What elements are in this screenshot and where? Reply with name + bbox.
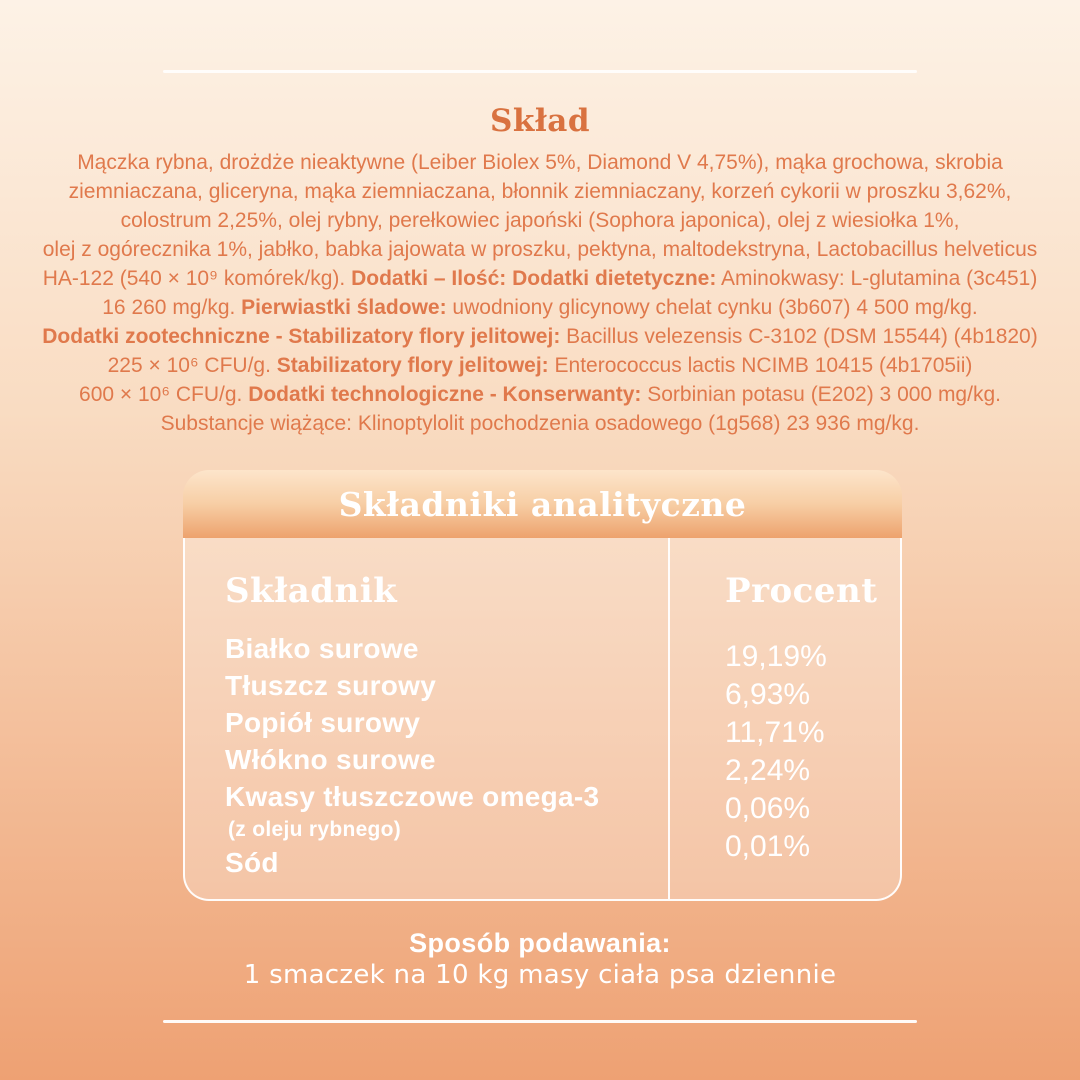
card-body [183,538,902,901]
ingredient-line: olej z ogórecznika 1%, jabłko, babka jajowata w proszku, pektyna, maltodekstryna, Lactobacillus helveticus [42,238,1038,261]
nutrient-value: 19,19% [725,640,827,673]
nutrient-value: 2,24% [725,754,811,787]
column-header-skladnik: Składnik [225,571,398,611]
nutrient-name: Kwasy tłuszczowe omega-3 [225,781,600,812]
card-header [183,470,902,538]
ingredient-line: 225 × 10⁶ CFU/g. Stabilizatory flory jelitowej: Enterococcus lactis NCIMB 10415 (4b1705ii) [107,354,973,377]
ingredient-line: Substancje wiążące: Klinoptylolit pochodzenia osadowego (1g568) 23 936 mg/kg. [160,412,920,435]
nutrient-value: 0,06% [725,792,811,825]
ingredients-paragraph [40,148,1040,438]
ingredient-line: 16 260 mg/kg. Pierwiastki śladowe: uwodniony glicynowy chelat cynku (3b607) 4 500 mg/kg. [102,296,978,319]
nutrient-value: 0,01% [725,830,811,863]
ingredient-line: colostrum 2,25%, olej rybny, perełkowiec japoński (Sophora japonica), olej z wiesiołka 1%, [120,209,960,232]
feeding-label: Sposób podawania: [409,928,671,958]
nutrient-name: Popiół surowy [225,707,421,738]
card-title: Składniki analityczne [338,484,747,524]
nutrient-name: Białko surowe [225,633,419,664]
column-divider [668,538,670,899]
nutrient-name: Sód [225,847,279,878]
nutrient-name: Włókno surowe [225,744,436,775]
feeding-text: 1 smaczek na 10 kg masy ciała psa dziennie [243,960,837,990]
divider-top [163,70,917,73]
nutrient-value: 11,71% [725,716,825,749]
ingredient-line: HA-122 (540 × 10⁹ komórek/kg). Dodatki – Ilość: Dodatki dietetyczne: Aminokwasy: L-glutamina (3c451) [42,267,1038,290]
ingredient-line: Dodatki zootechniczne - Stabilizatory flory jelitowej: Bacillus velezensis C-3102 (DSM 15544) (4b1820) [42,325,1038,348]
analytical-components-card [183,470,902,901]
nutrient-name: Tłuszcz surowy [225,670,437,701]
ingredient-line: 600 × 10⁶ CFU/g. Dodatki technologiczne - Konserwanty: Sorbinian potasu (E202) 3 000 mg/kg. [79,383,1001,406]
divider-bottom [163,1020,917,1023]
ingredient-line: ziemniaczana, gliceryna, mąka ziemniaczana, błonnik ziemniaczany, korzeń cykorii w proszku 3,62%, [68,180,1012,203]
nutrient-subname: (z oleju rybnego) [228,818,402,841]
ingredient-line: Mączka rybna, drożdże nieaktywne (Leiber Biolex 5%, Diamond V 4,75%), mąka grochowa, skrobia [77,151,1003,174]
page-title: Skład [489,103,591,139]
column-header-procent: Procent [725,571,878,611]
nutrient-value: 6,93% [725,678,811,711]
nutrient-value-column [725,638,827,866]
nutrient-name-column [225,630,599,881]
